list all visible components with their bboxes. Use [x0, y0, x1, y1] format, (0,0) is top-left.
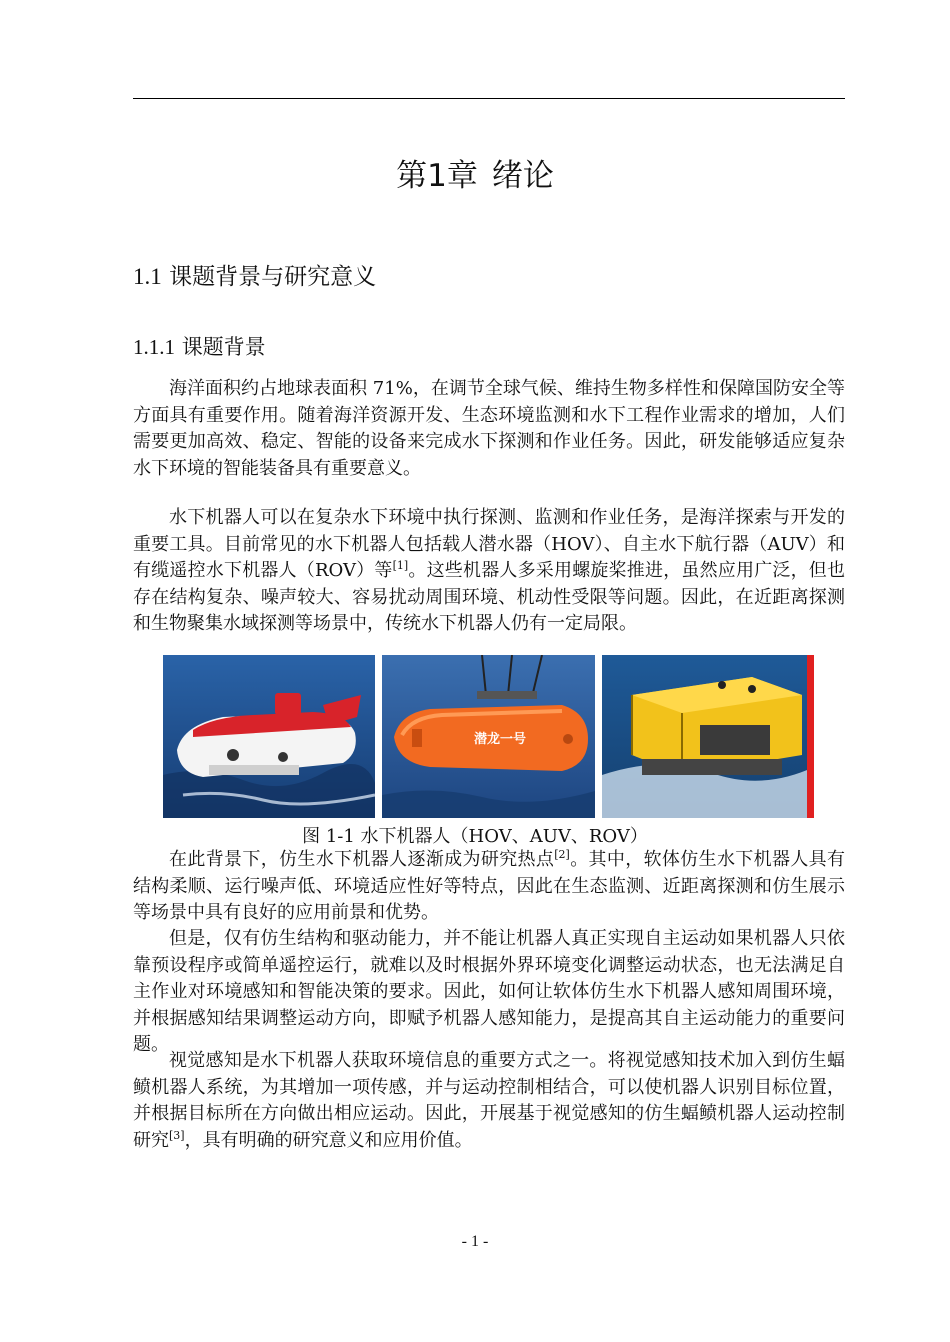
citation-ref[interactable]: [3] [169, 1128, 185, 1142]
paragraph-text: 。这些机器人多采用螺旋桨推进，虽然应用广泛，但也存在结构复杂、噪声较大、容易扰动周围环境、机动性受限等问题。因此，在近距离探测和生物聚集水域探测等场景中，传统水下机器人仍有一定局限。 [133, 560, 845, 634]
rov-photo [602, 655, 814, 818]
chapter-title [0, 150, 950, 195]
hov-photo [163, 655, 375, 818]
paragraph-text: ，具有明确的研究意义和应用价值。 [184, 1129, 473, 1151]
section-number: 1.1 [133, 264, 162, 289]
subsection-heading [133, 331, 266, 361]
paragraph-underwater-robots [133, 505, 845, 638]
citation-ref[interactable]: [2] [554, 848, 570, 861]
page-number: - 1 - [461, 1233, 489, 1250]
section-title: 课题背景与研究意义 [169, 264, 377, 290]
subsection-number: 1.1.1 [133, 335, 175, 359]
paragraph-bionic-robots [133, 847, 845, 927]
paragraph-text: 。其中，软体仿生水下机器人具有结构柔顺、运行噪声低、环境适应性好等特点，因此在生态监测、近距离探测和仿生展示等场景中具有良好的应用前景和优势。 [133, 849, 846, 923]
paragraph-text: 水下机器人可以在复杂水下环境中执行探测、监测和作业任务，是海洋探索与开发的重要工具。目前常见的水下机器人包括载人潜水器（HOV）、自主水下航行器（AUV）和有缆遥控水下机器人（ROV）等 [133, 507, 845, 581]
section-heading [133, 258, 376, 291]
paragraph-ocean-area: 海洋面积约占地球表面积 71%，在调节全球气候、维持生物多样性和保障国防安全等方面具有重要作用。随着海洋资源开发、生态环境监测和水下工程作业需求的增加，人们需要更加高效、稳定、智能的设备来完成水下探测和作业任务。因此，研发能够适应复杂水下环境的智能装备具有重要意义。 [133, 378, 845, 479]
citation-ref[interactable]: [1] [392, 559, 409, 572]
chapter-name: 绪论 [491, 158, 554, 194]
subsection-title: 课题背景 [181, 335, 266, 359]
auv-photo [382, 655, 595, 818]
paragraph-text: 视觉感知是水下机器人获取环境信息的重要方式之一。将视觉感知技术加入到仿生蝠鲼机器人系统，为其增加一项传感，并与运动控制相结合，可以使机器人识别目标位置，并根据目标所在方向做出相应运动。因此，开展基于视觉感知的仿生蝠鲼机器人运动控制研究 [133, 1050, 845, 1151]
figure-caption: 图 1-1 水下机器人（HOV、AUV、ROV） [302, 826, 648, 847]
auv-hull-label: 潜龙一号 [474, 732, 527, 747]
figure-underwater-robots [163, 655, 814, 818]
paragraph-perception: 但是，仅有仿生结构和驱动能力，并不能让机器人真正实现自主运动如果机器人只依靠预设程序或简单遥控运行，就难以及时根据外界环境变化调整运动状态，也无法满足自主作业对环境感知和智能决策的要求。因此，如何让软体仿生水下机器人感知周围环境，并根据感知结果调整运动方向，即赋予机器人感知能力，是提高其自主运动能力的重要问题。 [133, 928, 845, 1055]
header-rule [133, 98, 845, 99]
paragraph-visual-perception [133, 1048, 845, 1154]
chapter-number: 第1章 [396, 158, 478, 194]
paragraph-text: 在此背景下，仿生水下机器人逐渐成为研究热点 [169, 849, 555, 870]
